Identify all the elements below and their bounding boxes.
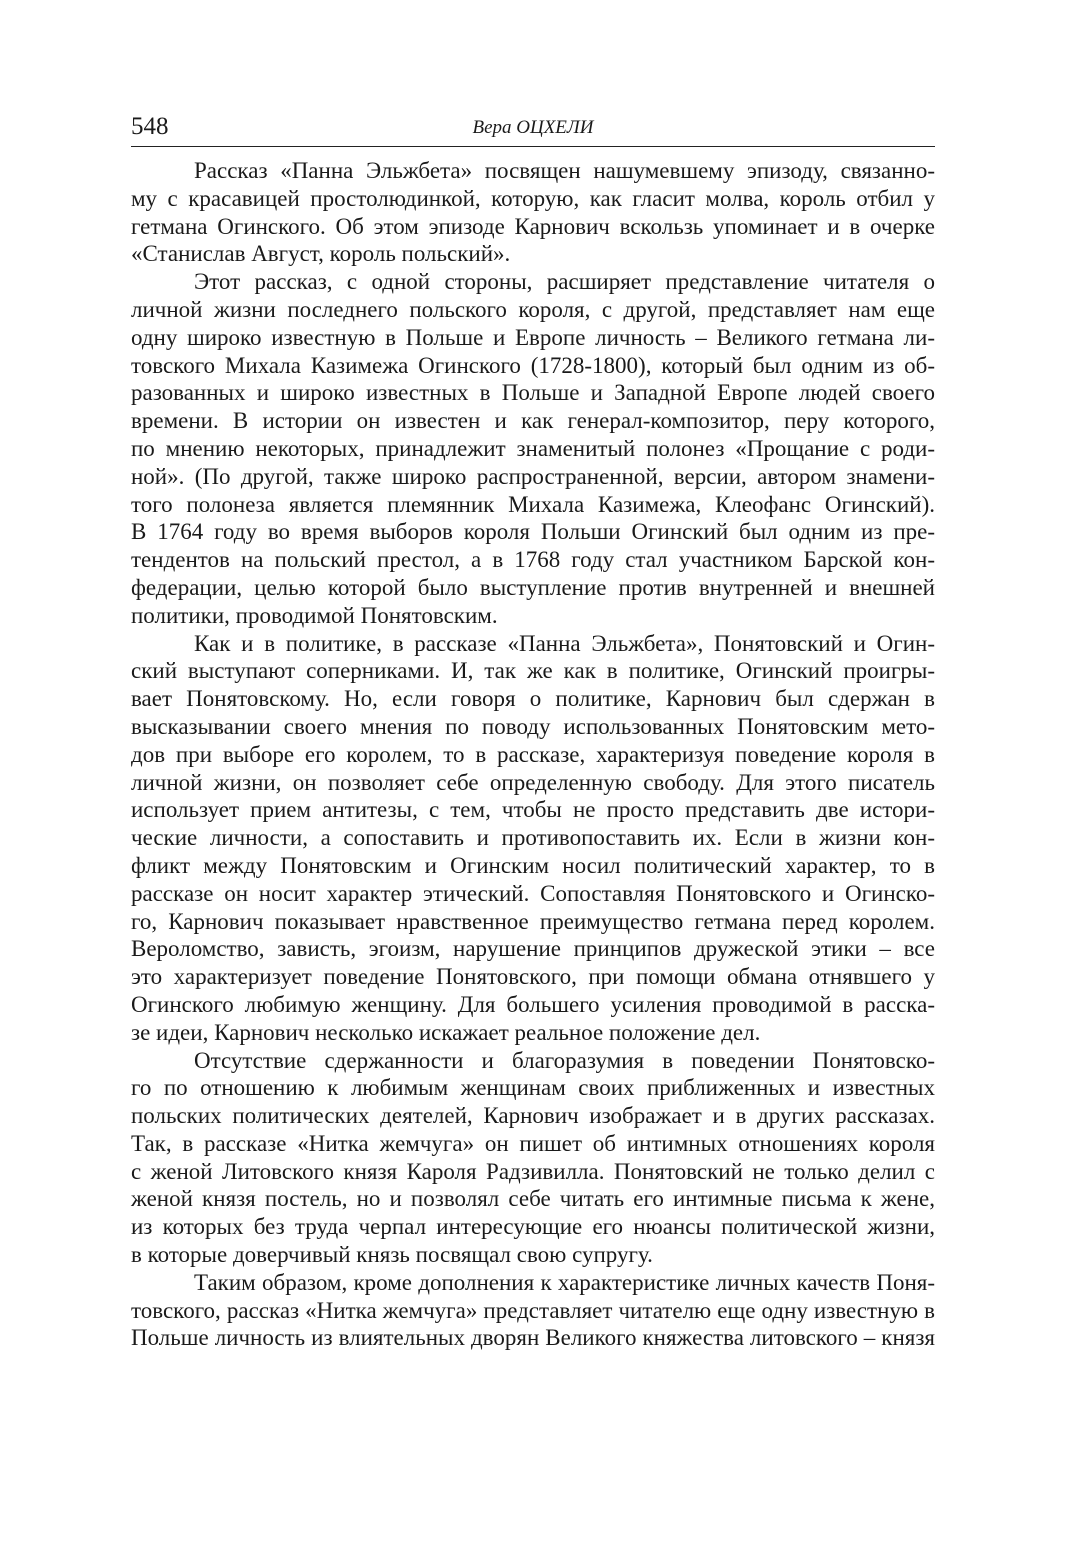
text-line: Как и в политике, в рассказе «Панна Эльжбета», Понятовский и Огин-: [194, 630, 935, 656]
text-line: ной». (По другой, также широко распространенной, версии, автором знамени-: [131, 463, 935, 489]
text-line: В 1764 году во время выборов короля Польши Огинский был одним из пре-: [131, 519, 935, 545]
text-line: использует прием антитезы, с тем, чтобы не просто представить две истори-: [131, 797, 935, 823]
text-line: го по отношению к любимым женщинам своих приближенных и известных: [131, 1075, 935, 1101]
text-line: товского, рассказ «Нитка жемчуга» представляет читателю еще одну известную в: [131, 1297, 935, 1323]
text-line: по мнению некоторых, принадлежит знаменитый полонез «Прощание с роди-: [131, 435, 935, 461]
text-line: гетмана Огинского. Об этом эпизоде Карнович вскользь упоминает и в очерке: [131, 213, 935, 239]
text-line: фликт между Понятовским и Огинским носил политический характер, то в: [131, 852, 935, 878]
text-line: Польше личность из влиятельных дворян Великого княжества литовского – князя: [131, 1325, 935, 1351]
text-line: рассказе он носит характер этический. Сопоставляя Понятовского и Огинско-: [131, 880, 935, 906]
text-line: ский выступают соперниками. И, так же как в политике, Огинский проигры-: [131, 658, 935, 684]
text-line: из которых без труда черпал интересующие его нюансы политической жизни,: [131, 1214, 935, 1240]
text-line: Вероломство, зависть, эгоизм, нарушение принципов дружеской этики – все: [131, 936, 935, 962]
author-name: Вера ОЦХЕЛИ: [472, 117, 594, 138]
text-line: Огинского любимую женщину. Для большего усиления проводимой в расска-: [131, 991, 935, 1017]
text-line: товского Михала Казимежа Огинского (1728-1800), который был одним из об-: [131, 352, 935, 378]
text-line: Таким образом, кроме дополнения к характеристике личных качеств Поня-: [194, 1269, 935, 1295]
text-line: политики, проводимой Понятовским.: [131, 602, 498, 628]
body-text: [131, 157, 935, 1352]
text-line: ческие личности, а сопоставить и противопоставить их. Если в жизни кон-: [131, 825, 935, 851]
text-line: личной жизни, он позволяет себе определенную свободу. Для этого писатель: [131, 769, 935, 795]
text-line: Отсутствие сдержанности и благоразумия в поведении Понятовско-: [194, 1047, 935, 1073]
text-line: с женой Литовского князя Кароля Радзивилла. Понятовский не только делил с: [131, 1158, 935, 1184]
page-number: 548: [131, 113, 169, 140]
text-line: польских политических деятелей, Карнович изображает и в других рассказах.: [131, 1103, 935, 1129]
text-line: времени. В истории он известен и как генерал-композитор, перу которого,: [131, 408, 935, 434]
text-line: личной жизни последнего польского короля, с другой, представляет нам еще: [131, 296, 935, 322]
text-line: Рассказ «Панна Эльжбета» посвящен нашумевшему эпизоду, связанно-: [194, 158, 935, 183]
paragraph: [131, 1269, 935, 1352]
text-line: Этот рассказ, с одной стороны, расширяет представление читателя о: [194, 269, 935, 295]
text-line: зе идеи, Карнович несколько искажает реальное положение дел.: [131, 1019, 761, 1045]
text-line: дов при выборе его королем, то в рассказе, характеризуя поведение короля в: [131, 741, 935, 767]
text-line: одну широко известную в Польше и Европе личность – Великого гетмана ли-: [131, 324, 935, 350]
text-line: высказывании своего мнения по поводу использованных Понятовским мето-: [131, 713, 935, 739]
text-line: го, Карнович показывает нравственное преимущество гетмана перед королем.: [131, 908, 935, 934]
running-head: [131, 110, 935, 147]
text-line: Так, в рассказе «Нитка жемчуга» он пишет об интимных отношениях короля: [131, 1130, 935, 1156]
text-line: в которые доверчивый князь посвящал свою супругу.: [131, 1242, 653, 1268]
text-line: му с красавицей простолюдинкой, которую, как гласит молва, король отбил у: [131, 185, 935, 211]
text-line: разованных и широко известных в Польше и Западной Европе людей своего: [131, 380, 935, 406]
text-line: это характеризует поведение Понятовского, при помощи обмана отнявшего у: [131, 964, 935, 990]
paragraph: [131, 1047, 935, 1269]
paragraph: [131, 630, 935, 1047]
text-line: того полонеза является племянник Михала Казимежа, Клеофанс Огинский).: [131, 491, 935, 517]
text-line: вает Понятовскому. Но, если говоря о политике, Карнович был сдержан в: [131, 686, 935, 712]
paragraph: [131, 268, 935, 629]
text-line: федерации, целью которой было выступление против внутренней и внешней: [131, 574, 935, 600]
paragraph: [131, 157, 935, 268]
text-line: тендентов на польский престол, а в 1768 году стал участником Барской кон-: [131, 547, 935, 573]
text-line: «Станислав Август, король польский».: [131, 241, 511, 267]
text-line: женой князя постель, но и позволял себе читать его интимные письма к жене,: [131, 1186, 935, 1212]
